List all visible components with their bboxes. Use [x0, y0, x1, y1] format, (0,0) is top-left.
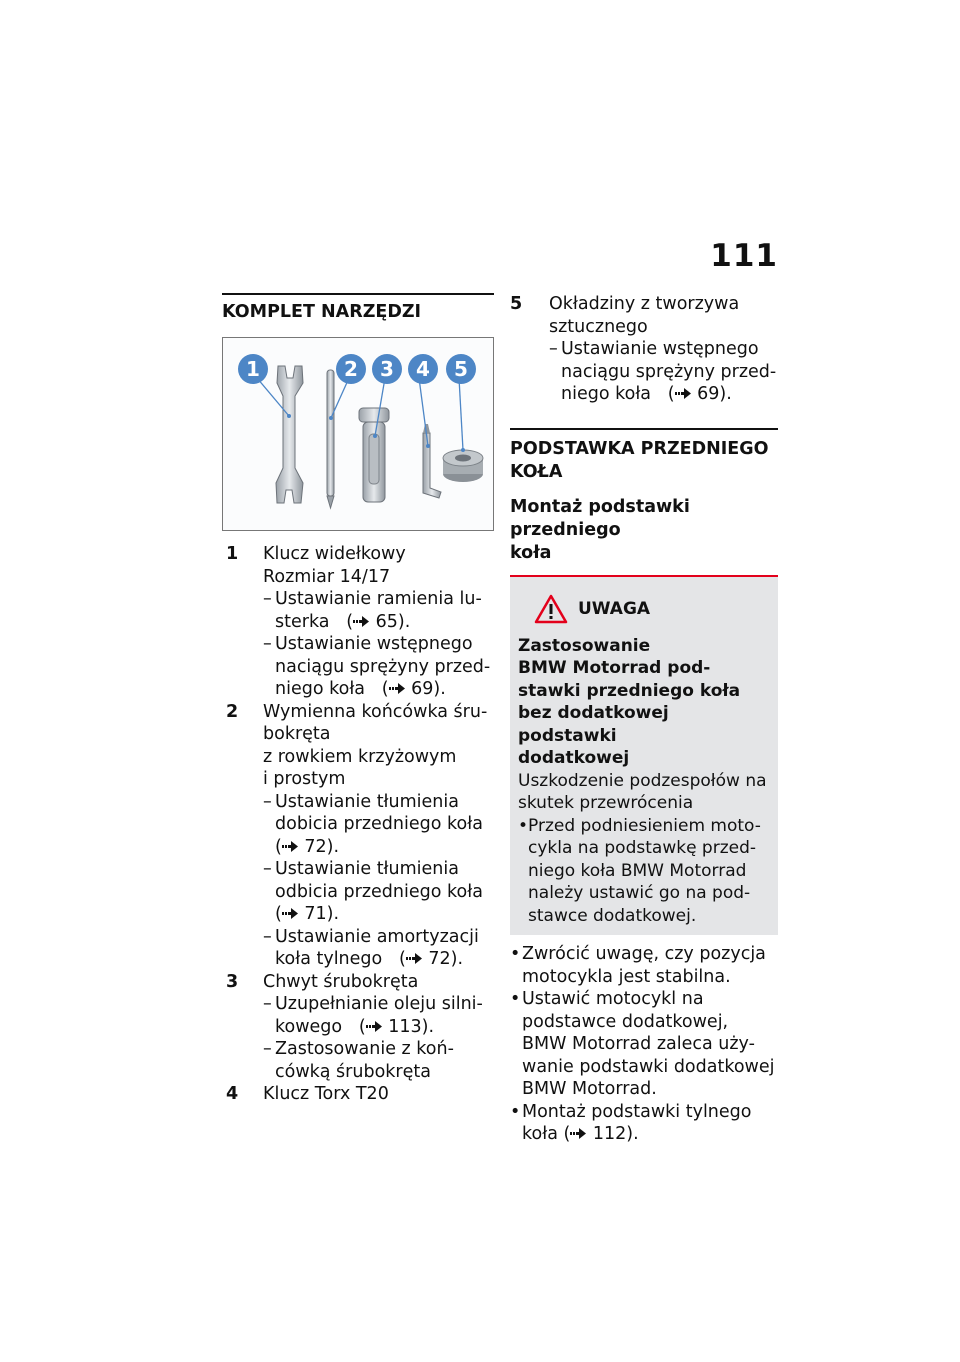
warning-header — [534, 589, 770, 629]
left-column — [222, 293, 494, 1106]
callout-2 — [336, 354, 366, 384]
page-reference[interactable]: ( 65). — [335, 611, 411, 632]
page-reference[interactable]: ( 113). — [347, 1016, 435, 1037]
warning-triangle-icon — [534, 594, 568, 624]
section-rule — [222, 293, 494, 295]
callout-label: 3 — [380, 357, 394, 381]
sub-item: – Ustawianie wstępnego naciągu sprężyny przed- niego koła ( 69). — [549, 339, 777, 404]
wrench-illustration — [276, 366, 303, 503]
callout-label: 4 — [416, 357, 430, 381]
instruction-step: • Montaż podstawki tylnego koła ( 112). — [510, 1101, 752, 1144]
sub-item: – Ustawianie amortyzacji koła tylnego ( 72). — [263, 926, 479, 969]
page-reference[interactable]: ( 72). — [387, 949, 464, 969]
tool-item-2: 2 Wymienna końcówka śru- bokręta z rowkiem krzyżowym i prostym – Ustawianie tłumienia dobicia przedniego koła ( 72). – Ustawianie tłumienia odbicia przedniego koła ( 71). – Ustawianie amortyzacji koła tylnego ( 72). — [222, 701, 494, 971]
page-reference-arrow-icon — [282, 840, 299, 853]
item-number: 1 — [226, 544, 239, 564]
callout-5 — [446, 354, 476, 384]
page-reference[interactable]: ( 69). — [370, 679, 446, 699]
warning-label: UWAGA — [578, 598, 651, 619]
tool-item-3: 3 Chwyt śrubokręta – Uzupełnianie oleju silni- kowego ( 113). – Zastosowanie z koń- cówką śrubokręta — [222, 971, 494, 1084]
item-number: 4 — [226, 1084, 239, 1104]
page-reference-arrow-icon — [675, 387, 692, 400]
item-number: 3 — [226, 971, 239, 992]
tool-item-4: 4 Klucz Torx T20 — [226, 1084, 389, 1104]
page-reference-arrow-icon — [366, 1020, 383, 1033]
sub-item: – Ustawianie tłumienia odbicia przedniego koła ( 71). — [263, 859, 483, 924]
page-number: 111 — [710, 238, 778, 274]
section-title-front-stand: PODSTAWKA PRZEDNIEGO KOŁA — [510, 438, 769, 482]
page-reference-arrow-icon — [282, 907, 299, 920]
callout-label: 5 — [454, 357, 468, 381]
page-reference-arrow-icon — [389, 682, 406, 695]
section-rule — [510, 428, 778, 430]
warning-box — [510, 575, 778, 936]
sub-item: – Ustawianie wstępnego naciągu sprężyny przed- niego koła ( 69). — [263, 634, 491, 699]
callout-3 — [372, 354, 402, 384]
page-reference[interactable]: ( 72). — [275, 836, 340, 857]
page-reference[interactable]: ( 69). — [656, 384, 732, 404]
callout-1 — [238, 354, 268, 384]
item-number: 5 — [510, 294, 523, 314]
item-number: 2 — [226, 701, 239, 722]
callout-4 — [408, 354, 438, 384]
page-reference[interactable]: ( 71). — [275, 904, 340, 924]
tool-item-5: 5 Okładziny z tworzywa sztucznego – Ustawianie wstępnego naciągu sprężyny przed- niego koła ( 69). — [510, 294, 777, 404]
page-reference[interactable]: 112). — [570, 1124, 638, 1144]
tool-kit-illustration — [223, 338, 493, 530]
warning-instruction: • Przed podniesieniem moto- cykla na podstawkę przed- niego koła BMW Motorrad należy ustawić go na pod- stawce dodatkowej. — [518, 815, 761, 926]
torx-key-illustration — [423, 424, 441, 498]
section-title-tool-kit: KOMPLET NARZĘDZI — [222, 302, 422, 322]
instruction-step: • Ustawić motocykl na podstawce dodatkowej, BMW Motorrad zaleca uży- wanie podstawki dodatkowej BMW Motorrad. — [510, 989, 775, 1099]
instruction-step: • Zwrócić uwagę, czy pozycja motocykla jest stabilna. — [510, 944, 766, 987]
screwdriver-handle-illustration — [359, 408, 389, 502]
page-reference-arrow-icon — [353, 615, 370, 628]
page-reference-arrow-icon — [406, 952, 423, 965]
page-reference-arrow-icon — [570, 1127, 587, 1140]
tool-item-1: 1 Klucz widełkowy Rozmiar 14/17 – Ustawianie ramienia lu- sterka ( 65). – Ustawianie wstępnego naciągu sprężyny przed- niego koła ( 69). — [222, 543, 494, 701]
subsection-title-front-stand-mounting: Montaż podstawki przedniego koła — [510, 496, 690, 563]
sub-item: – Zastosowanie z koń- cówką śrubokręta — [263, 1039, 454, 1082]
callout-label: 2 — [344, 357, 358, 381]
warning-text: Uszkodzenie podzespołów na skutek przewrócenia — [518, 770, 767, 813]
screwdriver-bit-illustration — [327, 370, 334, 508]
sub-item: – Ustawianie tłumienia dobicia przedniego koła ( 72). — [263, 791, 483, 857]
sub-item: – Uzupełnianie oleju silni- kowego ( 113). — [263, 994, 483, 1037]
right-column — [510, 293, 778, 1146]
tool-kit-figure — [222, 337, 494, 531]
warning-heading: Zastosowanie BMW Motorrad pod- stawki przedniego koła bez dodatkowej podstawki dodatkowej — [518, 635, 741, 768]
sub-item: – Ustawianie ramienia lu- sterka ( 65). — [263, 589, 482, 632]
callout-label: 1 — [246, 357, 260, 381]
plastic-pad-illustration — [443, 450, 483, 482]
